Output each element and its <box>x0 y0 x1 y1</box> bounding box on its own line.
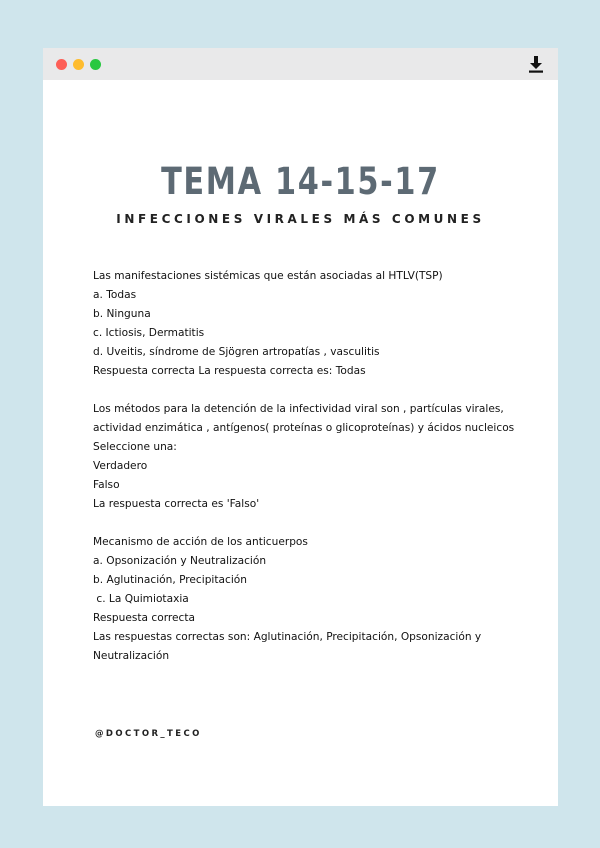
question-text: Los métodos para la detención de la infectividad viral son , partículas virales, <box>93 403 504 415</box>
answer-option: b. Aglutinación, Precipitación <box>93 574 247 586</box>
document-body <box>93 267 513 666</box>
question-prompt: Seleccione una: <box>93 441 177 453</box>
document-window <box>43 48 558 806</box>
answer-option: d. Uveitis, síndrome de Sjögren artropatías , vasculitis <box>93 346 380 358</box>
answer-option: c. La Quimiotaxia <box>93 593 189 605</box>
correct-answer-text: Neutralización <box>93 650 170 662</box>
answer-option: Falso <box>93 479 120 491</box>
correct-answer-text: Las respuestas correctas son: Aglutinación, Precipitación, Opsonización y <box>93 631 482 643</box>
question-block <box>93 533 513 666</box>
question-text: actividad enzimática , antígenos( proteínas o glicoproteínas) y ácidos nucleicos <box>93 422 515 434</box>
answer-option: Verdadero <box>93 460 148 472</box>
answer-option: b. Ninguna <box>93 308 151 320</box>
correct-answer-text: La respuesta correcta es 'Falso' <box>93 498 260 510</box>
answer-option: a. Opsonización y Neutralización <box>93 555 267 567</box>
answer-option: a. Todas <box>93 289 137 301</box>
close-window-button[interactable] <box>56 59 67 70</box>
answer-option: c. Ictiosis, Dermatitis <box>93 327 205 339</box>
question-text: Mecanismo de acción de los anticuerpos <box>93 536 308 548</box>
question-block <box>93 400 513 514</box>
download-icon[interactable] <box>528 55 544 73</box>
maximize-window-button[interactable] <box>90 59 101 70</box>
correct-answer-text: Respuesta correcta La respuesta correcta es: Todas <box>93 365 366 377</box>
author-handle: @DOCTOR_TECO <box>95 729 202 739</box>
question-block <box>93 267 513 381</box>
minimize-window-button[interactable] <box>73 59 84 70</box>
window-titlebar <box>43 48 558 80</box>
answer-status: Respuesta correcta <box>93 612 195 624</box>
document-title: TEMA 14-15-17 <box>161 160 440 203</box>
document-subtitle: INFECCIONES VIRALES MÁS COMUNES <box>116 212 485 226</box>
question-text: Las manifestaciones sistémicas que están asociadas al HTLV(TSP) <box>93 270 443 282</box>
